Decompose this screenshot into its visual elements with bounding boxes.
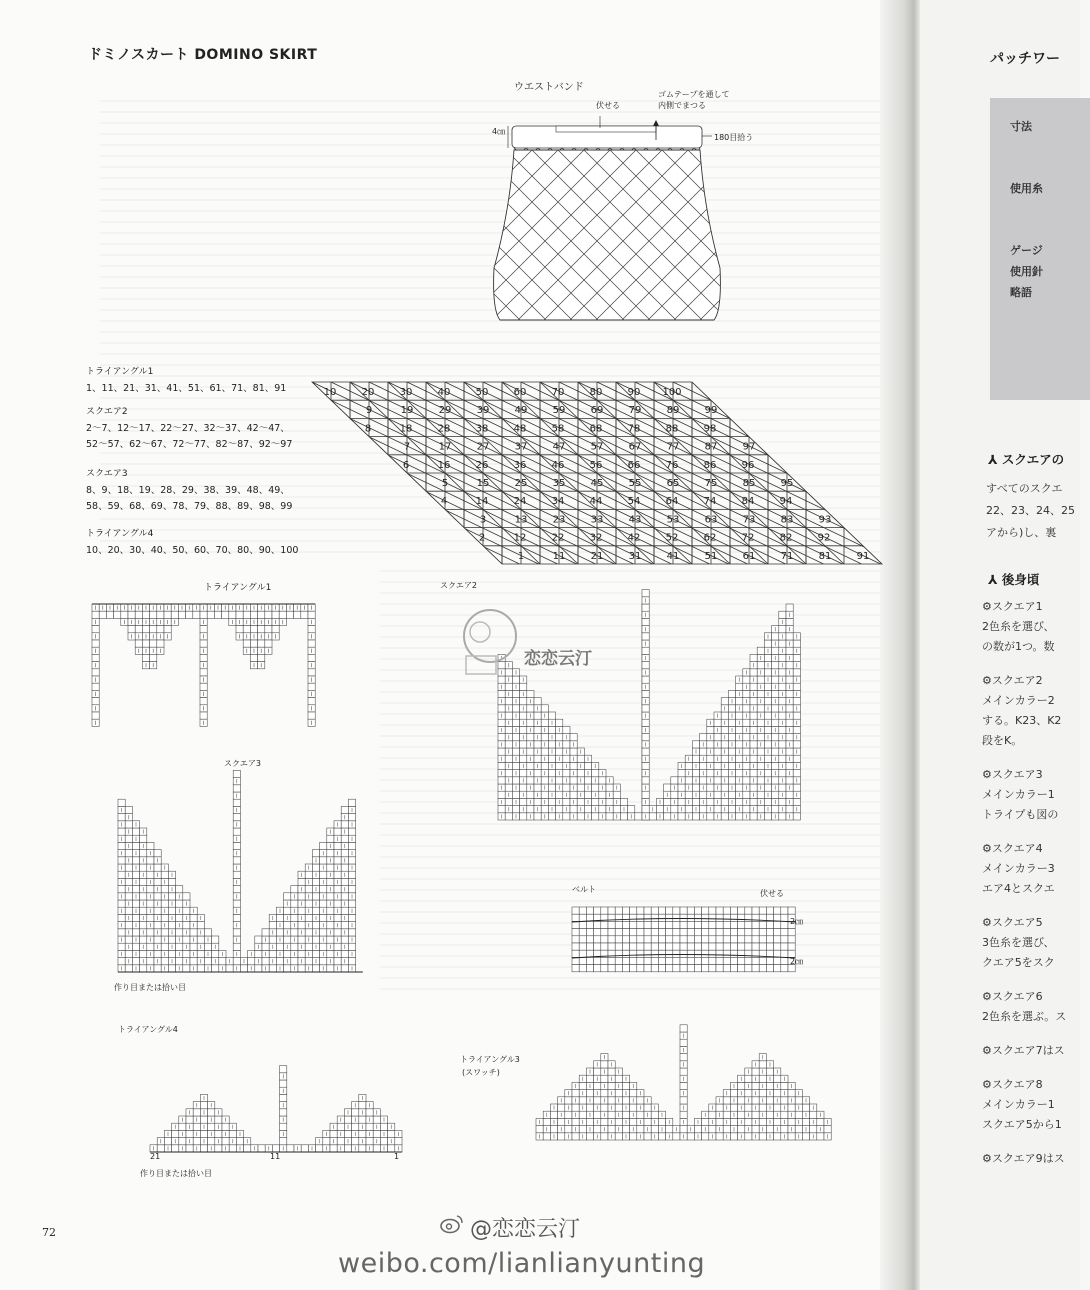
grid-number: 100 [662,387,682,398]
grid-number: 96 [741,459,755,471]
grid-number: 46 [551,459,565,471]
book-spine [880,0,920,1290]
tri4-tick-left: 21 [150,1152,161,1161]
grid-number: 29 [438,405,452,417]
piece-list-numbers: 1、11、21、31、41、51、61、71、81、91 [86,383,287,394]
grid-number: 98 [703,423,717,435]
grid-number: 88 [665,423,679,435]
body-text-line: 22、23、24、25 [986,504,1075,517]
grid-number: 13 [514,514,528,526]
bullet-icon: ⚙ [982,1078,992,1091]
item-text-line: メインカラー1 [982,1098,1055,1111]
grid-number: 40 [437,387,451,398]
grid-number: 92 [817,532,831,544]
grid-number: 77 [666,441,680,453]
grid-number: 28 [437,423,451,435]
elastic-note-2: 内側でまつる [658,101,706,110]
item-text-line: 2色糸を選ぶ。ス [982,1010,1067,1023]
triangle3-subtitle: (スワッチ) [462,1068,500,1077]
piece-list-numbers: 58、59、68、69、78、79、88、89、98、99 [86,501,293,512]
item-heading: ⚙スクエア6 [982,990,1043,1003]
item-heading: ⚙スクエア3 [982,768,1043,781]
spec-label: 寸法 [1010,120,1032,133]
body-text-line: アから)し、裏 [986,526,1057,539]
grid-number: 34 [551,496,565,508]
grid-number: 87 [704,441,718,453]
grid-number: 11 [552,550,566,562]
item-text-line: メインカラー1 [982,788,1055,801]
spec-label: 使用糸 [1010,182,1043,195]
grid-number: 2 [478,532,486,544]
item-heading: ⚙スクエア9はス [982,1152,1065,1165]
page-title: ドミノスカート DOMINO SKIRT [88,47,318,63]
person-icon: ⅄ [988,572,998,587]
weibo-icon [440,1214,464,1234]
triangle3-title: トライアングル3 [460,1055,520,1064]
waistband-label: ウエストバンド [514,82,584,93]
tri4-tick-mid: 11 [270,1152,281,1161]
grid-number: 31 [628,550,642,562]
chart-grid [536,1025,831,1140]
item-text-line: 3色糸を選び、 [982,936,1055,949]
grid-number: 95 [780,478,794,489]
grid-number: 8 [364,423,372,435]
bind-off-note: 伏せる [596,101,620,110]
item-heading: ⚙スクエア7はス [982,1044,1065,1057]
grid-number: 60 [513,387,527,398]
grid-number: 68 [589,423,603,435]
piece-list-numbers: 8、9、18、19、28、29、38、39、48、49、 [86,485,290,496]
grid-number: 86 [703,459,717,471]
stamp-watermark [460,604,640,684]
bullet-icon: ⚙ [982,1152,992,1165]
grid-number: 75 [704,478,718,489]
grid-number: 91 [856,550,870,562]
belt-height-1: 2㎝ [790,917,804,926]
grid-number: 27 [476,441,490,453]
chart-grid [118,770,356,972]
triangle4-title: トライアングル4 [118,1025,178,1034]
grid-number: 36 [513,459,527,471]
item-text-line: クエア5をスク [982,956,1055,969]
bullet-icon: ⚙ [982,990,992,1003]
bullet-icon: ⚙ [982,842,992,855]
grid-number: 37 [514,441,528,453]
grid-number: 21 [590,550,604,562]
grid-number: 55 [628,478,642,489]
item-text-line: メインカラー2 [982,694,1055,707]
grid-number: 14 [475,496,489,508]
item-text-line: 2色糸を選び、 [982,620,1055,633]
item-text-line: する。K23、K2 [982,714,1062,727]
grid-number: 20 [361,387,375,398]
grid-number: 93 [818,514,832,526]
item-text-line: トライプも図の [982,808,1059,821]
grid-number: 48 [513,423,527,435]
piece-list-numbers: 2〜7、12〜17、22〜27、32〜37、42〜47、 [86,423,290,434]
watermark-handle: @恋恋云汀 [470,1217,581,1242]
grid-number: 72 [741,532,755,544]
grid-number: 73 [742,514,756,526]
elastic-note-1: ゴムテープを通して [658,90,730,99]
grid-number: 30 [399,387,413,398]
body-text-line: すべてのスクエ [986,482,1063,495]
piece-list-heading: トライアングル4 [86,529,154,539]
grid-number: 51 [704,550,718,562]
item-text-line: 段をK。 [982,734,1023,747]
section-head-back: ⅄ 後身頃 [988,572,1040,587]
bullet-icon: ⚙ [982,1044,992,1057]
grid-number: 89 [666,405,680,417]
grid-number: 10 [323,387,337,398]
grid-number: 45 [590,478,604,489]
spec-label: ゲージ [1010,244,1043,257]
grid-number: 53 [666,514,680,526]
grid-number: 5 [441,478,449,489]
grid-number: 19 [400,405,414,417]
grid-number: 22 [551,532,565,544]
skirt-diagram [480,70,780,340]
piece-list-heading: スクエア2 [86,407,128,417]
grid-number: 49 [514,405,528,417]
grid-number: 18 [399,423,413,435]
spec-label: 使用針 [1010,265,1043,278]
grid-number: 44 [589,496,603,508]
grid-number: 70 [551,387,565,398]
bullet-icon: ⚙ [982,916,992,929]
person-icon: ⅄ [988,452,998,467]
bullet-icon: ⚙ [982,674,992,687]
grid-number: 63 [704,514,718,526]
stamp-text: 恋恋云汀 [524,649,592,669]
grid-number: 23 [552,514,566,526]
grid-number: 67 [628,441,642,453]
item-heading: ⚙スクエア2 [982,674,1043,687]
item-text-line: スクエア5から1 [982,1118,1062,1131]
waistband-height: 4㎝ [492,127,506,136]
item-text-line: メインカラー3 [982,862,1055,875]
grid-number: 64 [665,496,679,508]
square-layout-diagram [300,376,870,562]
grid-number: 90 [627,387,641,398]
grid-number: 80 [589,387,603,398]
grid-number: 54 [627,496,641,508]
grid-number: 26 [475,459,489,471]
item-heading: ⚙スクエア5 [982,916,1043,929]
watermark-url: weibo.com/lianlianyunting [338,1248,706,1279]
grid-number: 16 [437,459,451,471]
grid-number: 17 [438,441,452,453]
section-head-squares: ⅄ スクエアの [988,452,1065,467]
item-heading: ⚙スクエア4 [982,842,1043,855]
grid-number: 43 [628,514,642,526]
grid-number: 74 [703,496,717,508]
grid-number: 69 [590,405,604,417]
grid-number: 56 [589,459,603,471]
chart-grid [150,1066,402,1152]
item-heading: ⚙スクエア1 [982,600,1043,613]
grid-number: 82 [779,532,793,544]
grid-number: 76 [665,459,679,471]
grid-number: 52 [665,532,679,544]
grid-number: 78 [627,423,641,435]
grid-number: 35 [552,478,566,489]
grid-number: 65 [666,478,680,489]
belt-height-2: 2㎝ [790,957,804,966]
grid-number: 3 [479,514,487,526]
piece-list-heading: スクエア3 [86,469,128,479]
tri4-tick-right: 1 [394,1152,400,1161]
grid-number: 83 [780,514,794,526]
grid-number: 94 [779,496,793,508]
spec-label: 略語 [1010,286,1032,299]
piece-list-heading: トライアングル1 [86,367,154,377]
pickup-note: 180目拾う [714,133,754,142]
piece-list-numbers: 10、20、30、40、50、60、70、80、90、100 [86,545,299,556]
chart-grid [642,590,649,820]
piece-list-numbers: 52〜57、62〜67、72〜77、82〜87、92〜97 [86,439,293,450]
grid-number: 85 [742,478,756,489]
grid-number: 33 [590,514,604,526]
belt-bind-off-note: 伏せる [760,889,784,898]
grid-number: 79 [628,405,642,417]
grid-number: 42 [627,532,641,544]
item-text-line: エア4とスクエ [982,882,1055,895]
grid-number: 59 [552,405,566,417]
square2-title: スクエア2 [440,581,477,590]
grid-number: 41 [666,550,680,562]
grid-number: 9 [365,405,373,417]
grid-number: 6 [402,459,410,471]
grid-number: 62 [703,532,717,544]
grid-number: 4 [440,496,448,508]
grid-number: 7 [403,441,411,453]
grid-number: 50 [475,387,489,398]
page-number: 72 [42,1226,56,1239]
grid-number: 57 [590,441,604,453]
grid-number: 81 [818,550,832,562]
bullet-icon: ⚙ [982,600,992,613]
triangle1-title: トライアングル1 [204,583,272,593]
square3-title: スクエア3 [224,759,261,768]
grid-number: 58 [551,423,565,435]
bullet-icon: ⚙ [982,768,992,781]
grid-number: 61 [742,550,756,562]
grid-number: 24 [513,496,527,508]
grid-number: 12 [513,532,527,544]
grid-number: 66 [627,459,641,471]
grid-number: 38 [475,423,489,435]
grid-number: 25 [514,478,528,489]
cast-on-note: 作り目または拾い目 [114,983,186,992]
grid-number: 15 [476,478,490,489]
belt-title: ベルト [572,885,596,894]
grid-number: 47 [552,441,566,453]
item-text-line: の数が1つ。数 [982,640,1055,653]
cast-on-note-2: 作り目または拾い目 [140,1169,212,1178]
grid-number: 99 [704,405,718,417]
grid-number: 39 [476,405,490,417]
item-heading: ⚙スクエア8 [982,1078,1043,1091]
grid-number: 71 [780,550,794,562]
grid-number: 32 [589,532,603,544]
grid-number: 97 [742,441,756,453]
grid-number: 84 [741,496,755,508]
grid-number: 1 [517,550,525,562]
right-page-title: パッチワー [990,51,1060,67]
